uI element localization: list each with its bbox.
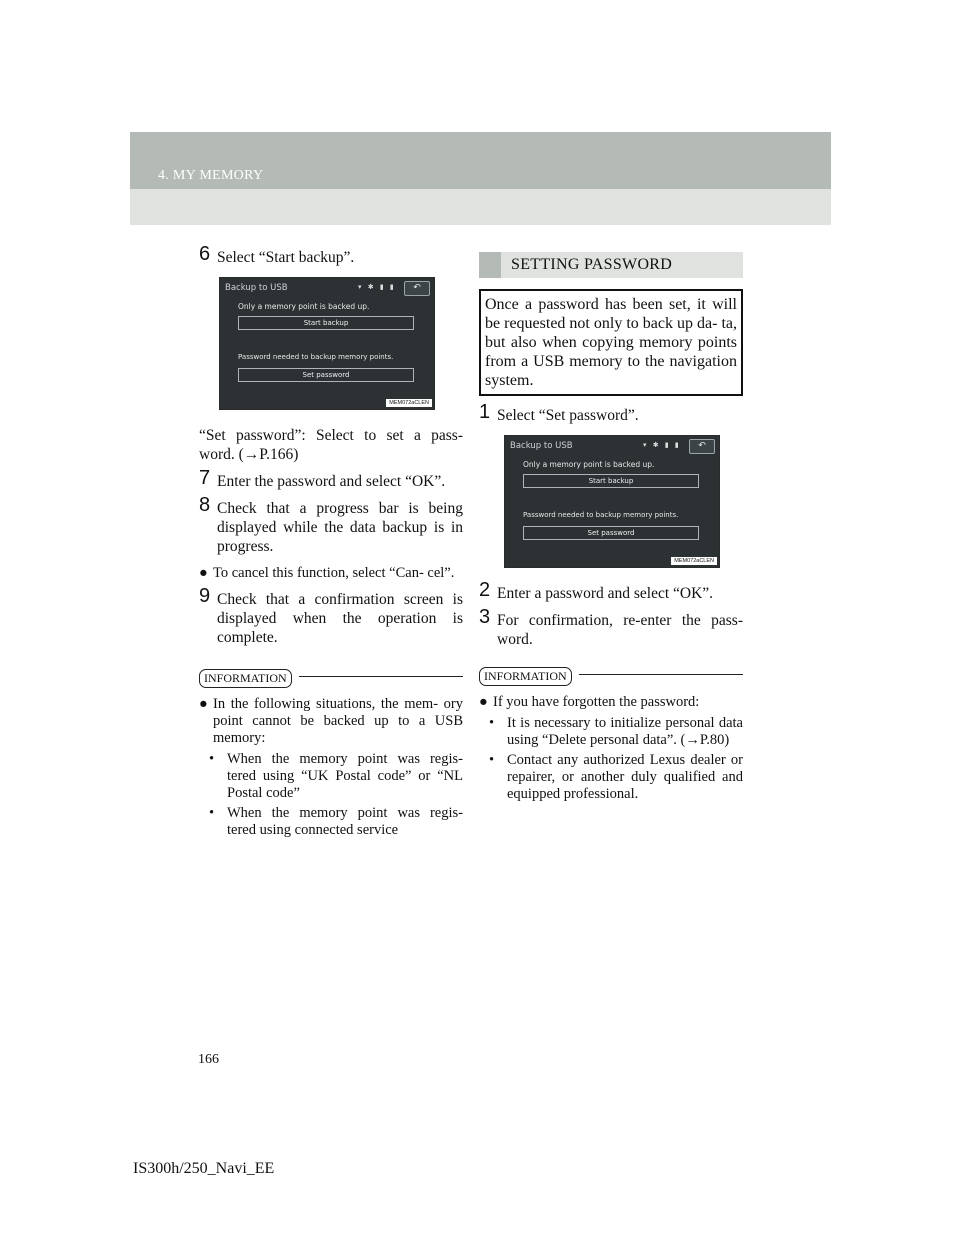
step-number: 2	[479, 579, 491, 601]
image-code: MEM072aCLEN	[671, 557, 717, 565]
step-number: 8	[199, 494, 211, 516]
bullet-text: To cancel this function, select “Can- cel”.	[213, 565, 455, 581]
cancel-note	[199, 564, 463, 582]
step-9	[199, 585, 463, 647]
information-label: INFORMATION	[479, 667, 572, 686]
step-1	[479, 401, 743, 425]
info-sub-item	[207, 805, 463, 839]
step-number: 6	[199, 243, 211, 265]
step-8	[199, 494, 463, 556]
info-bullet	[199, 696, 463, 747]
section-heading	[479, 252, 743, 278]
info-text: In the following situations, the mem- ory point cannot be backed up to a USB memory:	[213, 696, 463, 746]
right-column	[479, 252, 743, 806]
step-number: 7	[199, 467, 211, 489]
step-number: 3	[479, 606, 491, 628]
footer-model-code: IS300h/250_Navi_EE	[133, 1160, 275, 1177]
header-subband	[130, 189, 831, 225]
info-sub-item	[487, 715, 743, 749]
step-3	[479, 606, 743, 649]
set-password-button: Set password	[523, 526, 699, 540]
sub-text: It is necessary to initialize personal data using “Delete personal data”. (→P.80)	[507, 715, 743, 748]
step-text: Enter the password and select “OK”.	[217, 473, 446, 490]
heading-swatch	[479, 252, 501, 278]
set-password-button: Set password	[238, 368, 414, 382]
divider	[579, 674, 743, 675]
sub-bullet-icon: •	[209, 751, 215, 767]
page-number: 166	[198, 1052, 219, 1067]
status-icons: ▾ ✱ ▮ ▮	[643, 441, 681, 449]
backup-screenshot	[504, 435, 720, 568]
information-box	[479, 663, 743, 803]
info-bullet	[479, 694, 743, 711]
password-notice: Once a password has been set, it will be requested not only to back up da- ta, but also when copying memory points from a USB memory to the navigation system.	[479, 289, 743, 396]
step-number: 1	[479, 401, 491, 423]
step-text: Check that a confirmation screen is displayed when the operation is complete.	[217, 591, 463, 646]
status-icons: ▾ ✱ ▮ ▮	[358, 283, 396, 291]
section-title: 4. MY MEMORY	[158, 168, 264, 183]
screen-title: Backup to USB	[225, 283, 288, 293]
step-text: For confirmation, re-enter the pass- word.	[497, 612, 743, 648]
screen-message-password: Password needed to backup memory points.	[523, 511, 679, 519]
start-backup-button: Start backup	[238, 316, 414, 330]
screen-message: Only a memory point is backed up.	[523, 460, 655, 469]
sub-text: When the memory point was regis- tered using “UK Postal code” or “NL Postal code”	[227, 751, 463, 801]
sub-bullet-icon: •	[489, 715, 495, 731]
step-text: Select “Set password”.	[497, 407, 639, 424]
sub-bullet-icon: •	[489, 752, 495, 768]
step-text: Select “Start backup”.	[217, 249, 355, 266]
bullet-dot-icon: ●	[199, 696, 208, 712]
step-2	[479, 579, 743, 603]
step-number: 9	[199, 585, 211, 607]
information-label: INFORMATION	[199, 669, 292, 688]
step-6	[199, 243, 463, 267]
info-sub-item	[207, 751, 463, 802]
info-text: If you have forgotten the password:	[493, 694, 700, 710]
start-backup-button: Start backup	[523, 474, 699, 488]
information-box	[199, 665, 463, 839]
set-password-note: “Set password”: Select to set a pass- word. (→P.166)	[199, 427, 463, 463]
step-text: Check that a progress bar is being displayed while the data backup is in progress.	[217, 500, 463, 555]
back-icon: ↶	[689, 439, 715, 454]
sub-text: Contact any authorized Lexus dealer or repairer, or another duly qualified and equipped professional.	[507, 752, 743, 802]
sub-text: When the memory point was regis- tered using connected service	[227, 805, 463, 838]
divider	[299, 676, 463, 677]
bullet-dot-icon: ●	[479, 694, 488, 710]
heading-text: SETTING PASSWORD	[511, 256, 673, 273]
info-sub-item	[487, 752, 743, 803]
step-7	[199, 467, 463, 491]
screen-title: Backup to USB	[510, 441, 573, 451]
left-column	[199, 243, 463, 842]
backup-screenshot	[219, 277, 435, 410]
bullet-dot-icon: ●	[199, 565, 208, 581]
step-text: Enter a password and select “OK”.	[497, 585, 714, 602]
image-code: MEM072aCLEN	[386, 399, 432, 407]
sub-bullet-icon: •	[209, 805, 215, 821]
screen-message: Only a memory point is backed up.	[238, 302, 370, 311]
back-icon: ↶	[404, 281, 430, 296]
screen-message-password: Password needed to backup memory points.	[238, 353, 394, 361]
